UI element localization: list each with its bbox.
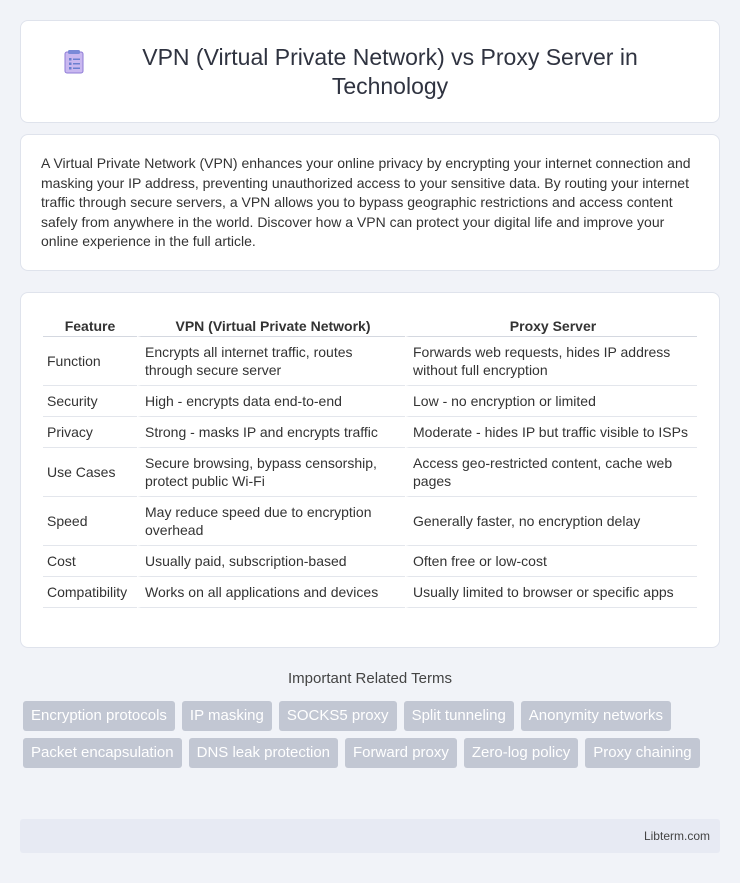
proxy-cell: Access geo-restricted content, cache web pages xyxy=(405,448,697,497)
feature-cell: Compatibility xyxy=(43,577,137,608)
proxy-cell: Usually limited to browser or specific apps xyxy=(405,577,697,608)
related-terms-title: Important Related Terms xyxy=(288,670,452,687)
table-row xyxy=(43,337,697,386)
table-row xyxy=(43,417,697,448)
tag-proxy-chaining[interactable]: Proxy chaining xyxy=(585,738,699,768)
table-row xyxy=(43,386,697,417)
vpn-cell: Strong - masks IP and encrypts traffic xyxy=(137,417,405,448)
header-feature: Feature xyxy=(43,315,137,337)
tag-socks5-proxy[interactable]: SOCKS5 proxy xyxy=(279,701,397,731)
feature-cell: Speed xyxy=(43,497,137,546)
comparison-table xyxy=(43,315,697,608)
vpn-cell: Secure browsing, bypass censorship, protect public Wi-Fi xyxy=(137,448,405,497)
vpn-cell: May reduce speed due to encryption overhead xyxy=(137,497,405,546)
page-title: VPN (Virtual Private Network) vs Proxy Server in Technology xyxy=(142,43,638,99)
related-tags xyxy=(23,701,723,775)
table-row xyxy=(43,448,697,497)
proxy-cell: Low - no encryption or limited xyxy=(405,386,697,417)
vpn-cell: Encrypts all internet traffic, routes through secure server xyxy=(137,337,405,386)
tag-anonymity-networks[interactable]: Anonymity networks xyxy=(521,701,671,731)
header-vpn: VPN (Virtual Private Network) xyxy=(137,315,405,337)
table-row xyxy=(43,497,697,546)
vpn-cell: Works on all applications and devices xyxy=(137,577,405,608)
comparison-card xyxy=(20,292,720,648)
table-header-row xyxy=(43,315,697,337)
tag-split-tunneling[interactable]: Split tunneling xyxy=(404,701,514,731)
title-card xyxy=(20,20,720,123)
header-proxy: Proxy Server xyxy=(405,315,697,337)
feature-cell: Security xyxy=(43,386,137,417)
title-wrap xyxy=(21,43,719,101)
vpn-cell: Usually paid, subscription-based xyxy=(137,546,405,577)
feature-cell: Function xyxy=(43,337,137,386)
tag-dns-leak-protection[interactable]: DNS leak protection xyxy=(189,738,338,768)
feature-cell: Use Cases xyxy=(43,448,137,497)
footer xyxy=(20,819,720,853)
feature-cell: Cost xyxy=(43,546,137,577)
footer-brand-link[interactable]: Libterm.com xyxy=(643,829,710,843)
tag-packet-encapsulation[interactable]: Packet encapsulation xyxy=(23,738,182,768)
proxy-cell: Often free or low-cost xyxy=(405,546,697,577)
tag-encryption-protocols[interactable]: Encryption protocols xyxy=(23,701,175,731)
proxy-cell: Generally faster, no encryption delay xyxy=(405,497,697,546)
intro-text: A Virtual Private Network (VPN) enhances your online privacy by encrypting your internet connection and masking your IP address, preventing unauthorized access to your sensitive data. By routing your internet traffic through secure servers, a VPN allows you to bypass geographic restrictions and access content safely from anywhere in the world. Discover how a VPN can protect your digital life and improve your online experience in the full article. xyxy=(41,155,691,250)
document-list-icon xyxy=(61,49,87,75)
intro-card xyxy=(20,134,720,271)
table-row xyxy=(43,577,697,608)
tag-forward-proxy[interactable]: Forward proxy xyxy=(345,738,457,768)
tag-ip-masking[interactable]: IP masking xyxy=(182,701,272,731)
vpn-cell: High - encrypts data end-to-end xyxy=(137,386,405,417)
proxy-cell: Moderate - hides IP but traffic visible to ISPs xyxy=(405,417,697,448)
feature-cell: Privacy xyxy=(43,417,137,448)
tag-zero-log-policy[interactable]: Zero-log policy xyxy=(464,738,578,768)
table-row xyxy=(43,546,697,577)
proxy-cell: Forwards web requests, hides IP address without full encryption xyxy=(405,337,697,386)
